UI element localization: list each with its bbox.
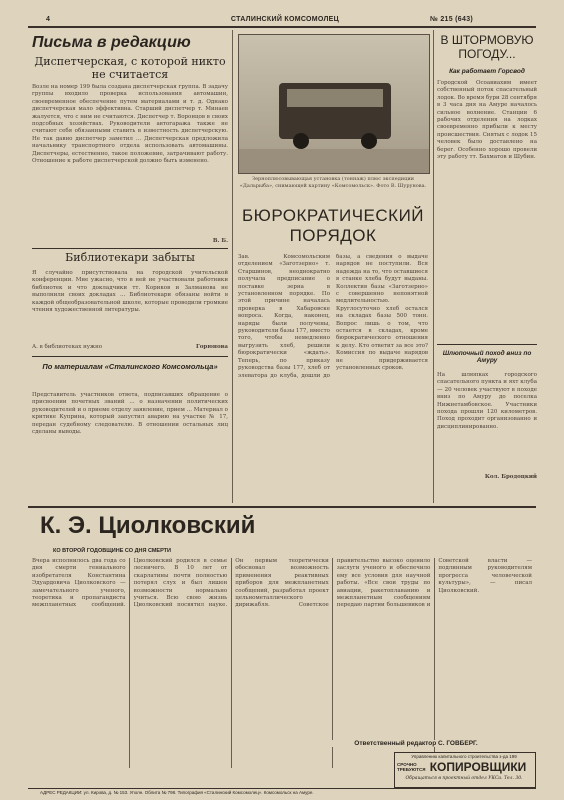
tsiolkovsky-headline: К. Э. Циолковский bbox=[40, 512, 256, 539]
bureaucratic-headline: БЮРОКРАТИЧЕСКИЙ ПОРЯДОК bbox=[241, 206, 425, 245]
photo-caption: Зерноплюсовывающая установка (тоннаж) плюс экспедиции «Дальрыба», снимающей картину «Комсомольск». Фото В. Шурунова. bbox=[239, 176, 427, 189]
column-rule bbox=[232, 30, 233, 503]
letters-body: Возле на номер 199 была создана диспетчерская группа. В задачу группы входило проверка использования автомашин, своевременное обеспечение путем материалами и т. д. Однако диспетчерская мало эффективна. Старший диспетчер т. Минаев жалуется, что с ним не считаются. Диспетчер т. Воронцов в своих подсобных хозяйствах. Руководители автогаража также не считают себя обязанными ставить в известность диспетчерскую. Не так давно диспетчер заметил ... Диспетчерская предложила начальнику транспортного отдела использовать автомашины. Диспетчеры, естественно, такое положение, затрачивают работу. Отношение к работе диспетчерской должно быть изменено. bbox=[32, 84, 228, 165]
section-title: Письма в редакцию bbox=[32, 34, 191, 51]
photo-ground bbox=[239, 149, 429, 173]
storm-body-2: На шлюпках городского спасательного пункта и яхт клуба — 20 человек участвуют в походе вниз по Амуру до поселка Нижнетамбовское. Участники похода прошли 120 километров. Поход проходит организованно и дисциплинированно. bbox=[437, 372, 537, 430]
tsiolkovsky-body: Вчера исполнилось два года со дня смерти гениального изобретателя Константина Эдуардовича Циолковского — замечательного ученого, теоретика и пропагандиста межпланетных сообщений. Циолковский родился в семье лесничего. В 10 лет от скарлатины почти полностью потерял слух и был лишен возможности нормально учиться. Всю свою жизнь Циолковский посвятил науке. Он первым теоретически обосновал возможность применения реактивных приборов для межпланетных сообщений, разработал проект цельнометаллического дирижабля. Советское правительство высоко оценило заслуги ученого и обеспечило ему все условия для научной работы. «Все свои труды по авиации, ракетоплаванию и межпланетным сообщениям передаю партии большевиков и Советской власти — подлинным руководителям прогресса человеческой культуры», — писал Циолковский. bbox=[32, 558, 532, 609]
bureaucratic-body: Зав. Комсомольским отделением «Заготзерно» т. Старшинов, неоднократно получала предписание о поставке зерна в установленном порядке. По этой причине началась проверка в Хабаровске вопроса. Когда, наконец, наряды были получены, руководители базы 177, вместо того, чтобы немедленно выгрузить хлеб, решили бюрократически «ждать». Теперь, по приказу руководства базы 177, хлеб от элеватора до клуба, дошли до базы, а сведения о выдаче нарядов не поступили. Вся надежда на то, что оставшиеся в станке хлеба будут выданы. Коллектив базы «Заготзерно» с совершенно непонятной медлительностью. Круглосуточно хлеб остался на складах базы 500 тонн. Вопрос лишь о том, что остается в складах, кроме бюрократического отношения к делу. Кто ответит за все это? Комиссия по выдаче нарядов не придерживается установленных сроков. bbox=[238, 254, 428, 379]
storm-headline: В ШТОРМОВУЮ ПОГОДУ... bbox=[440, 33, 534, 61]
issue-number: № 215 (643) bbox=[430, 16, 474, 23]
editor-line: Ответственный редактор С. ГОВБЕРГ. bbox=[300, 740, 532, 747]
photo-window bbox=[287, 89, 383, 107]
librarians-body: Я случайно присутствовала на городской учительской конференции. Мне ужасно, что в ней не участвовали работники библиотек и что докладчики тт. Кориков и Залманова не выполнили своих докладах ... Библиотекари обязаны войти в каждой общеобразовательной школе, которые проводили громкие чтения художественной литературы. bbox=[32, 270, 228, 314]
letters-signature: В. Б. bbox=[212, 238, 228, 244]
rule bbox=[32, 248, 228, 249]
rule bbox=[437, 344, 537, 345]
materials-headline: По материалам «Сталинского Комсомольца» bbox=[42, 362, 218, 371]
column-rule bbox=[433, 30, 434, 503]
librarians-headline: Библиотекари забыты bbox=[65, 251, 195, 264]
librarians-signature: Горюнова bbox=[195, 344, 228, 350]
tsiolkovsky-subhead: КО ВТОРОЙ ГОДОВЩИНЕ СО ДНЯ СМЕРТИ bbox=[53, 548, 171, 554]
rule bbox=[32, 356, 228, 357]
photo-wheel bbox=[293, 133, 309, 149]
page-number: 4 bbox=[46, 16, 51, 23]
ad-urgent-label: СРОЧНО ТРЕБУЮТСЯ bbox=[397, 762, 426, 772]
ad-line-2: Обращаться в проектный отдел УКСа. Тел. 30. bbox=[405, 776, 523, 781]
materials-body: Представитель участников ответа, подписавших обращение о присвоении почетных званий ... о назначении политических руководителей и о приеме отделу заявление, прием ... Материал о критике Куприна, который запустил аварию на участке № 17, передан судебному следователю. В отношении остальных лиц сделаны выводы. bbox=[32, 392, 228, 436]
masthead-rule bbox=[28, 26, 536, 28]
storm-subhead-2: Шлюпочный поход вниз по Амуру bbox=[442, 350, 532, 364]
storm-body: Городской Осоавиахим имеет собственный поток спасательный лодок. Во время бури 28 сентября в 3 часа дня на Амуре началось сильное волнение. Станции 6 рабочих отделения на лодках своевременно прибыли к месту происшествия. Снятых с лодок 15 человек было доставлено на берег. Особенно хорошо провели эту работу тт. Бахматов и Шубин. bbox=[437, 80, 537, 161]
footer-address: АДРЕС РЕДАКЦИИ: ул. Кирова, д. № 153. Уполн. Облита № 798. Типография «Сталинский Комсомолец». Комсомольск на Амуре. bbox=[40, 790, 314, 795]
librarians-footnote: А. в библиотеках нужно bbox=[32, 344, 103, 350]
storm-subhead: Как работает Горсвод bbox=[449, 68, 525, 75]
ad-line-1: Управлению капитального строительства з-да 199 bbox=[411, 754, 517, 759]
ad-headline: КОПИРОВЩИКИ bbox=[429, 760, 527, 774]
newspaper-name: СТАЛИНСКИЙ КОМСОМОЛЕЦ bbox=[230, 16, 340, 23]
section-divider bbox=[28, 506, 536, 508]
news-photo bbox=[238, 34, 430, 174]
photo-wheel bbox=[361, 133, 377, 149]
footer-rule bbox=[28, 788, 536, 789]
letters-headline: Диспетчерская, с которой никто не считается bbox=[34, 55, 226, 81]
storm-signature: Кол. Бродоцкий bbox=[484, 474, 537, 480]
